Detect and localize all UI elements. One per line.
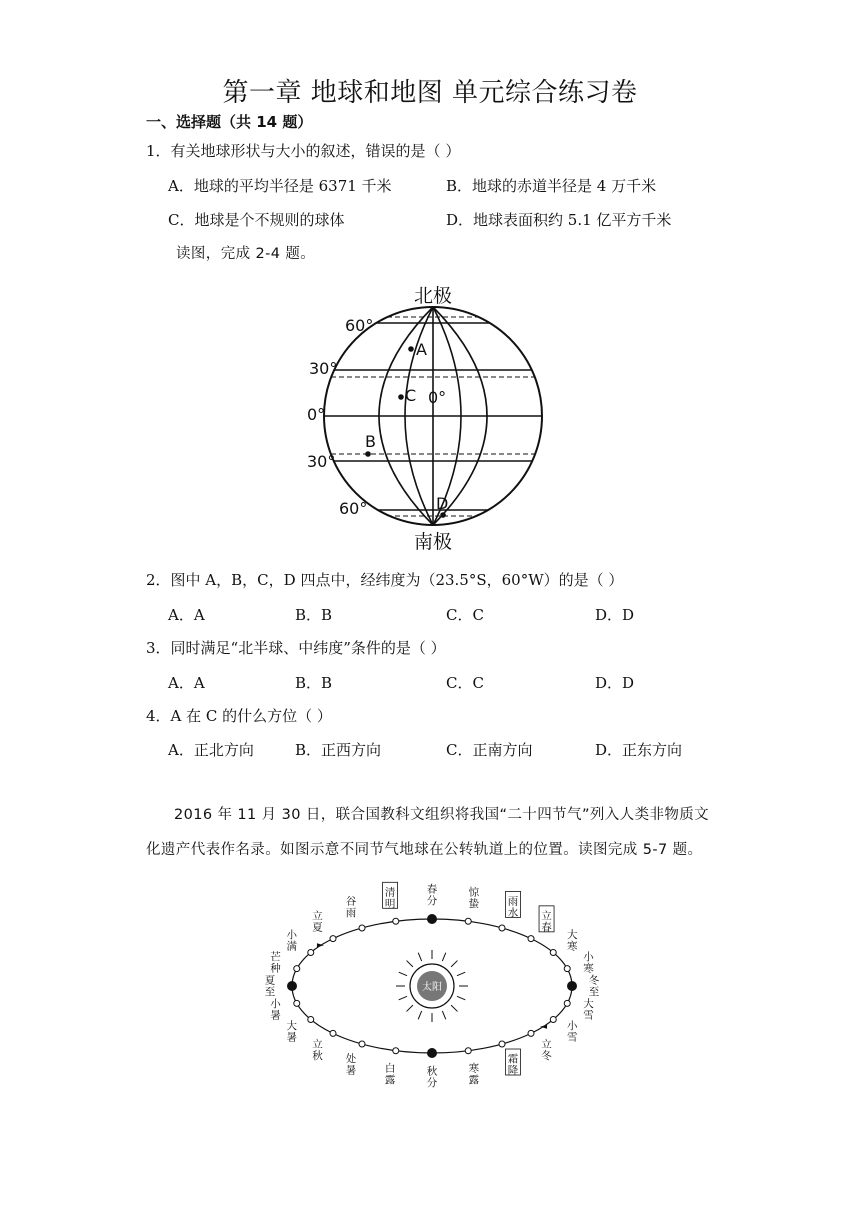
svg-text:冬: 冬 [541,1050,552,1063]
svg-text:谷: 谷 [345,895,357,908]
question-3-option-c: C．C [446,674,484,692]
orbit-point-12 [427,1048,437,1058]
orbit-point-6 [567,981,577,991]
svg-text:惊: 惊 [468,886,480,899]
read-instruction-1: 读图，完成 2-4 题。 [176,246,316,262]
question-4-option-d: D．正东方向 [595,741,683,759]
question-2-option-a: A．A [168,606,205,624]
svg-text:立: 立 [312,910,323,923]
question-4-option-a: A．正北方向 [168,741,254,759]
svg-text:雪: 雪 [583,1009,594,1022]
solar-term-label [346,896,357,920]
question-1-option-d: D．地球表面积约 5.1 亿平方千米 [446,211,672,229]
svg-text:露: 露 [384,1073,396,1086]
svg-text:寒: 寒 [468,1062,480,1075]
question-3-stem: 3．同时满足“北半球、中纬度”条件的是（ ） [146,639,446,657]
question-4-option-c: C．正南方向 [446,741,533,759]
svg-text:至: 至 [588,985,600,998]
orbit-figure [260,880,610,1100]
sun-label: 太阳 [422,982,442,993]
lat-label-60s: 60° [339,499,368,518]
north-pole-label: 北极 [413,285,453,307]
svg-text:寒: 寒 [583,962,594,975]
solar-term-label [583,950,594,975]
svg-text:立: 立 [312,1038,323,1051]
solar-term-label [265,974,276,998]
svg-text:雨: 雨 [345,907,357,920]
svg-text:秋: 秋 [426,1065,438,1078]
svg-text:小: 小 [567,1019,578,1032]
point-c-label: C [405,386,417,405]
solar-term-label [589,973,600,998]
point-d [440,512,446,518]
solar-term-label [346,1052,357,1077]
orbit-point-19 [294,966,300,972]
question-3-option-b: B．B [295,674,333,692]
solar-term-label [312,1039,323,1063]
svg-text:芒: 芒 [270,950,281,963]
orbit-point-9 [528,1030,534,1036]
orbit-point-15 [330,1030,336,1036]
point-c [398,394,404,400]
question-2-option-c: C．C [446,606,484,624]
svg-text:小: 小 [270,997,281,1010]
solar-term-label [427,1064,438,1089]
svg-text:明: 明 [384,897,396,910]
lat-label-30n: 30° [309,359,338,378]
globe-figure [295,280,555,555]
question-1-option-a: A．地球的平均半径是 6371 千米 [168,177,392,195]
solar-term-label [539,906,554,934]
solar-term-label [567,928,578,953]
svg-text:降: 降 [507,1064,519,1077]
svg-text:处: 处 [345,1053,357,1066]
orbit-point-4 [550,950,556,956]
question-4-stem: 4．A 在 C 的什么方位（ ） [146,707,332,725]
orbit-point-21 [330,936,336,942]
svg-text:满: 满 [286,940,297,953]
solar-term-label [270,950,281,975]
south-pole-label: 南极 [413,531,453,553]
svg-text:分: 分 [426,1076,438,1089]
solar-term-label [583,997,594,1022]
orbit-point-14 [359,1041,365,1047]
svg-text:暑: 暑 [270,1009,281,1022]
solar-term-label [469,1061,480,1086]
svg-text:蛰: 蛰 [468,897,480,910]
orbit-point-5 [564,966,570,972]
orbit-point-16 [308,1017,314,1023]
point-b [365,451,371,457]
svg-text:小: 小 [286,928,297,941]
solar-term-label [541,1039,552,1063]
prime-meridian-label: 0° [428,388,447,407]
orbit-point-8 [550,1017,556,1023]
question-1-option-b: B．地球的赤道半径是 4 万千米 [446,177,657,195]
question-2-option-b: B．B [295,606,333,624]
orbit-point-13 [393,1048,399,1054]
svg-text:种: 种 [270,962,281,975]
point-d-label: D [436,494,449,513]
svg-text:春: 春 [541,921,552,934]
svg-text:夏: 夏 [312,921,323,934]
lat-label-0: 0° [307,405,326,424]
section-heading: 一、选择题（共 14 题） [146,113,313,131]
orbit-point-2 [499,925,505,931]
page-title: 第一章 地球和地图 单元综合练习卷 [222,78,638,108]
orbit-point-7 [564,1000,570,1006]
lat-label-60n: 60° [345,316,374,335]
passage-line-1: 2016 年 11 月 30 日，联合国教科文组织将我国“二十四节气”列入人类非物质文 [174,807,710,823]
svg-text:立: 立 [541,910,552,923]
solar-term-label [427,882,438,907]
solar-term-label [567,1019,578,1044]
orbit-point-3 [528,936,534,942]
orbit-point-20 [308,950,314,956]
solar-term-label [383,882,398,910]
point-b-label: B [365,432,376,451]
solar-term-label [312,910,323,934]
svg-text:清: 清 [384,886,396,899]
solar-term-label [385,1061,396,1086]
svg-text:小: 小 [583,950,594,963]
question-3-option-d: D．D [595,674,635,692]
orbit-point-22 [359,925,365,931]
svg-text:雪: 雪 [567,1031,578,1044]
question-2-option-d: D．D [595,606,635,624]
svg-text:暑: 暑 [345,1064,357,1077]
orbit-point-11 [465,1048,471,1054]
solar-term-label [286,1019,297,1044]
orbit-point-10 [499,1041,505,1047]
orbit-point-0 [427,914,437,924]
svg-text:水: 水 [507,907,519,920]
svg-text:雨: 雨 [507,895,519,908]
svg-text:分: 分 [426,894,438,907]
solar-term-label [506,1049,521,1077]
lat-label-30s: 30° [307,452,336,471]
point-a [408,346,414,352]
svg-text:暑: 暑 [286,1031,297,1044]
svg-text:立: 立 [541,1038,552,1051]
svg-text:露: 露 [468,1073,480,1086]
question-2-stem: 2．图中 A，B，C，D 四点中，经纬度为（23.5°S，60°W）的是（ ） [146,571,624,589]
orbit-point-17 [294,1000,300,1006]
svg-text:大: 大 [583,997,594,1010]
svg-text:夏: 夏 [264,974,276,987]
svg-text:至: 至 [264,985,276,998]
svg-text:白: 白 [384,1062,396,1075]
question-1-option-c: C．地球是个不规则的球体 [168,211,345,229]
point-a-label: A [416,340,427,359]
solar-term-label [286,928,297,953]
question-4-option-b: B．正西方向 [295,741,382,759]
svg-text:冬: 冬 [588,974,600,987]
svg-text:寒: 寒 [567,940,578,953]
orbit-point-23 [393,918,399,924]
solar-term-label [506,891,521,919]
question-3-option-a: A．A [168,674,205,692]
svg-text:大: 大 [567,928,578,941]
orbit-point-1 [465,918,471,924]
solar-term-label [469,885,480,910]
svg-text:霜: 霜 [507,1053,519,1066]
solar-term-label [270,997,281,1022]
svg-text:春: 春 [426,883,438,896]
svg-text:秋: 秋 [312,1050,323,1063]
question-1-stem: 1．有关地球形状与大小的叙述，错误的是（ ） [146,142,461,160]
orbit-point-18 [287,981,297,991]
svg-text:大: 大 [286,1019,297,1032]
passage-line-2: 化遗产代表作名录。如图示意不同节气地球在公转轨道上的位置。读图完成 5-7 题。 [146,842,703,858]
